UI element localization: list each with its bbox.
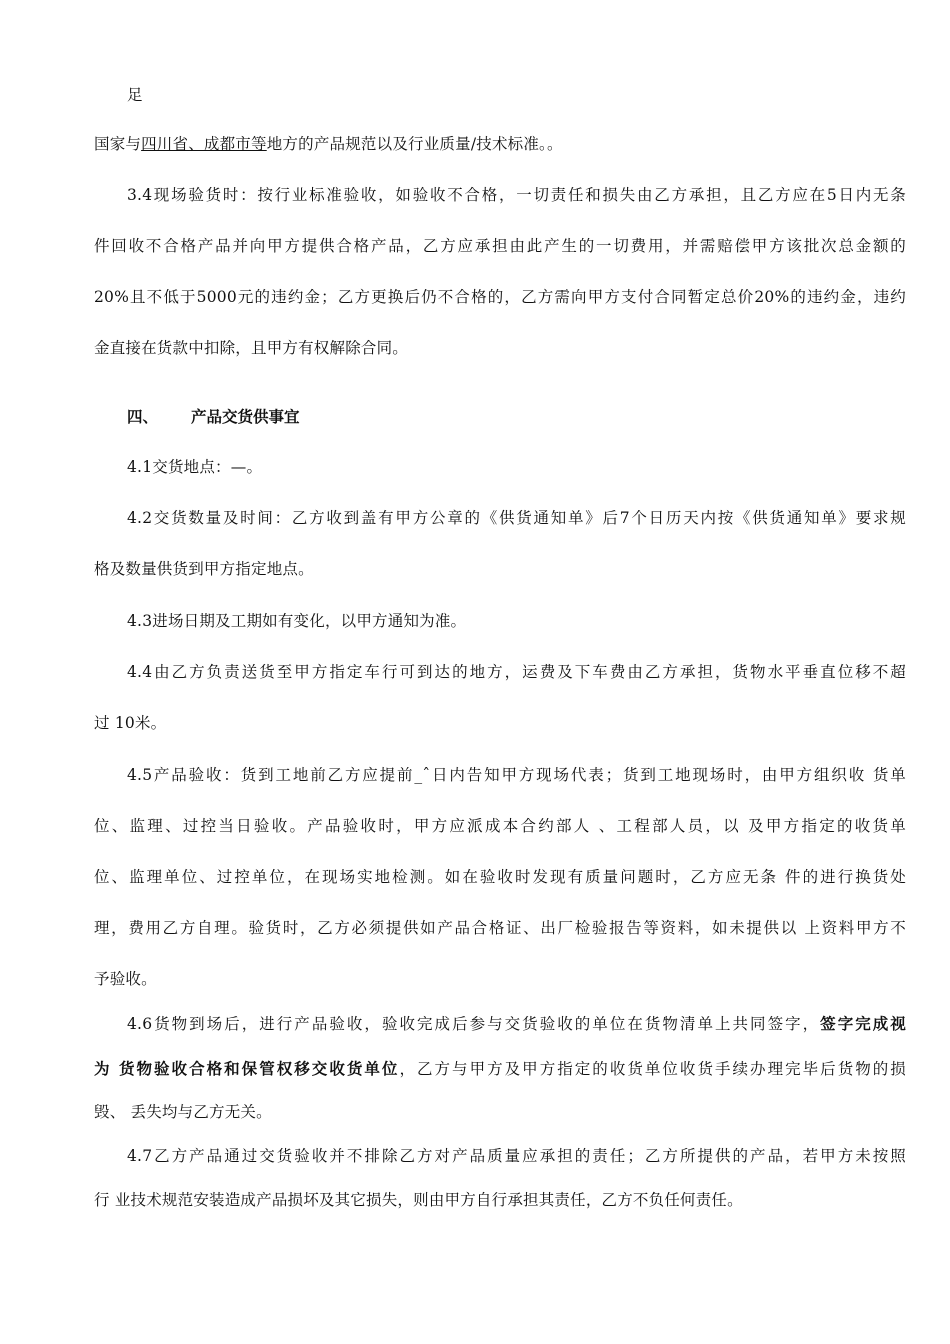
text-segment: 地方的产品规范以及行业质量/技术标准。。 [266, 135, 563, 153]
bold-text-segment: 签字完成视 [820, 1014, 906, 1033]
paragraph-3-4-line4: 金直接在货款中扣除，且甲方有权解除合同。 [94, 339, 409, 357]
paragraph-4-5-line5: 予验收。 [94, 970, 157, 988]
paragraph-4-5-line1: 4.5产品验收：货到工地前乙方应提前_ˆ日内告知甲方现场代表；货到工地现场时，由甲方组织收 货单 [127, 766, 906, 784]
paragraph-3-3-tail-line2 [94, 133, 906, 155]
paragraph-4-5-line3: 位、监理单位、过控单位，在现场实地检测。如在验收时发现有质量问题时，乙方应无条 件的进行换货处 [94, 868, 906, 886]
paragraph-4-7-line1: 4.7乙方产品通过交货验收并不排除乙方对产品质量应承担的责任；乙方所提供的产品，若甲方未按照 [127, 1147, 906, 1165]
paragraph-3-4-line1: 3.4现场验货时：按行业标准验收，如验收不合格，一切责任和损失由乙方承担，且乙方应在5日内无条 [127, 186, 906, 204]
paragraph-4-2-line2: 格及数量供货到甲方指定地点。 [94, 560, 314, 578]
paragraph-4-3: 4.3进场日期及工期如有变化，以甲方通知为准。 [127, 612, 467, 630]
paragraph-4-6-line1 [127, 1013, 906, 1035]
bold-text-segment: 为 货物验收合格和保管权移交收货单位 [94, 1059, 400, 1078]
paragraph-4-6-line3: 毁、 丢失均与乙方无关。 [94, 1103, 272, 1121]
paragraph-4-5-line4: 理，费用乙方自理。验货时，乙方必须提供如产品合格证、出厂检验报告等资料，如未提供以 上资料甲方不 [94, 919, 906, 937]
paragraph-3-4-line3: 20%且不低于5000元的违约金；乙方更换后仍不合格的，乙方需向甲方支付合同暂定总价20%的违约金，违约 [94, 288, 906, 306]
paragraph-4-4-line2: 过 10米。 [94, 714, 167, 732]
section-title: 产品交货供事宜 [191, 407, 300, 426]
text-segment: 国家与 [94, 135, 142, 153]
paragraph-4-7-line2: 行 业技术规范安装造成产品损坏及其它损失，则由甲方自行承担其责任，乙方不负任何责任。 [94, 1191, 743, 1209]
paragraph-4-1: 4.1交货地点：—。 [127, 458, 263, 476]
paragraph-4-5-line2: 位、监理、过控当日验收。产品验收时，甲方应派成本合约部人 、工程部人员，以 及甲方指定的收货单 [94, 817, 906, 835]
section-4-heading [127, 406, 300, 428]
underlined-region-text: 四川省、成都市等 [141, 135, 267, 153]
paragraph-4-6-line2 [94, 1058, 906, 1080]
paragraph-3-4-line2: 件回收不合格产品并向甲方提供合格产品，乙方应承担由此产生的一切费用，并需赔偿甲方该批次总金额的 [94, 237, 906, 255]
paragraph-4-4-line1: 4.4由乙方负责送货至甲方指定车行可到达的地方，运费及下车费由乙方承担，货物水平垂直位移不超 [127, 663, 906, 681]
text-segment: ，乙方与甲方及甲方指定的收货单位收货手续办理完毕后货物的损 [399, 1060, 906, 1078]
section-number: 四、 [127, 407, 159, 426]
text-segment: 4.6货物到场后，进行产品验收，验收完成后参与交货验收的单位在货物清单上共同签字， [127, 1015, 821, 1033]
paragraph-4-2-line1: 4.2交货数量及时间：乙方收到盖有甲方公章的《供货通知单》后7个日历天内按《供货通知单》要求规 [127, 509, 906, 527]
paragraph-3-3-tail-line1: 足 [127, 86, 143, 104]
